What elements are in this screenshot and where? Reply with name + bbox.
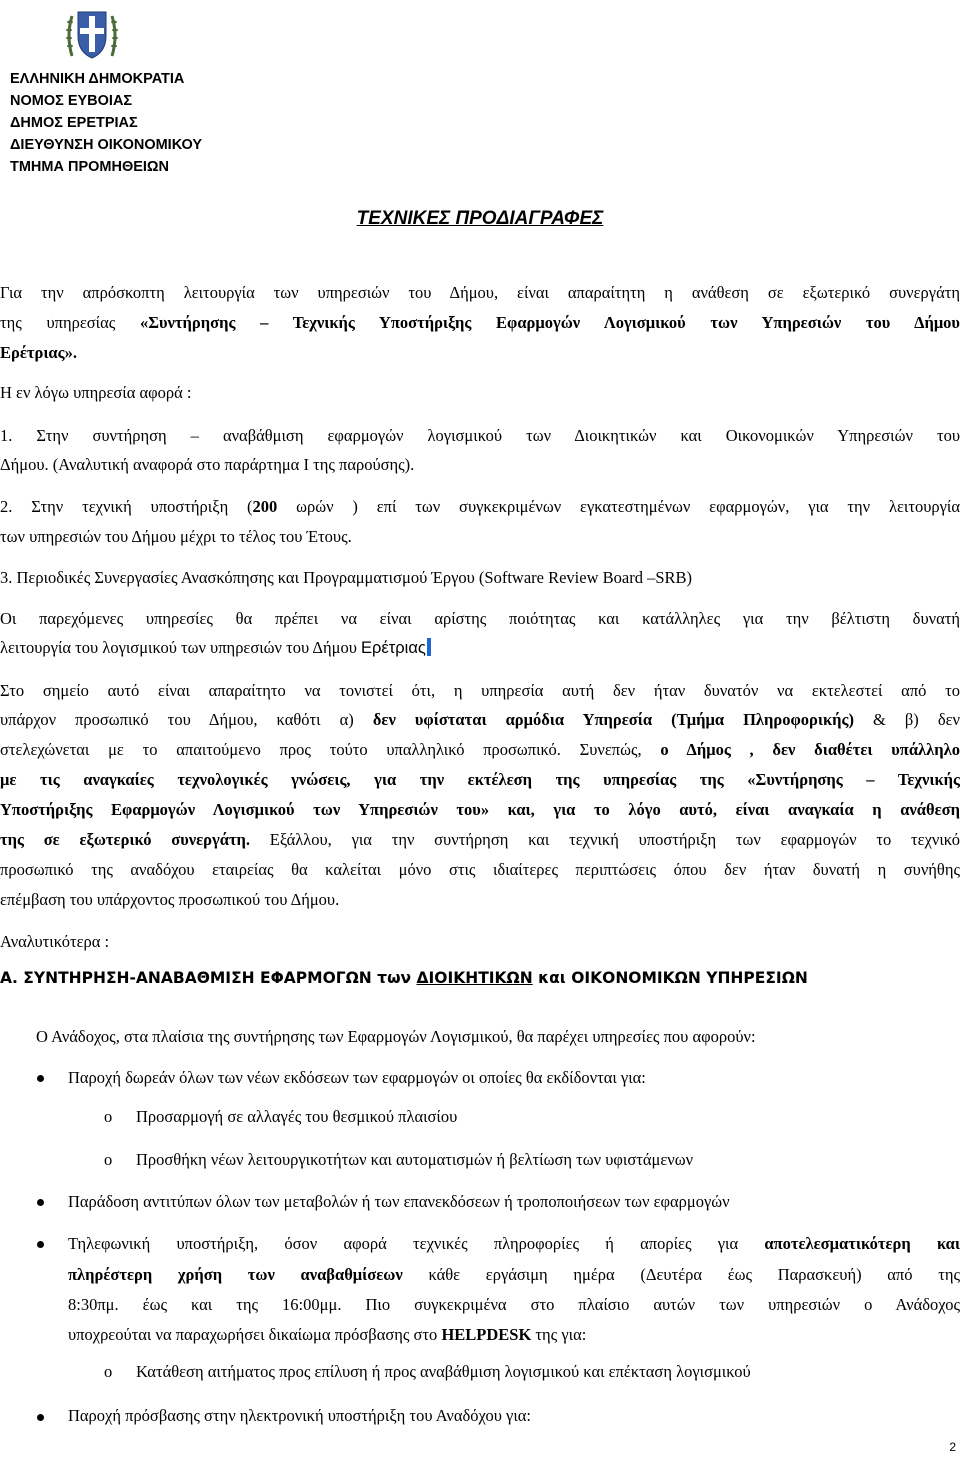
helpdesk-text-b: της για:	[531, 1325, 587, 1344]
bullet-icon	[37, 1075, 44, 1082]
header-line-department: ΤΜΗΜΑ ΠΡΟΜΗΘΕΙΩΝ	[10, 159, 170, 175]
page-number: 2	[949, 1440, 956, 1454]
bullet-phone-support-line-3: 8:30πμ. έως και της 16:00μμ. Πιο συγκεκριμένα στο πλαίσιο αυτών των υπηρεσιών ο Ανάδοχος	[68, 1295, 960, 1314]
municipality-name: Ερέτριας	[361, 639, 426, 657]
sub-bullet-icon: o	[104, 1107, 113, 1126]
document-title: ΤΕΧΝΙΚΕΣ ΠΡΟΔΙΑΓΡΑΦΕΣ	[356, 208, 604, 229]
item-2-line-1	[0, 497, 960, 517]
bullet-phone-support-line-1	[68, 1234, 960, 1254]
sub-bullet-icon: o	[104, 1362, 113, 1381]
bullet-copies: Παράδοση αντιτύπων όλων των μεταβολών ή των επανεκδόσεων ή τροποποιήσεων των εφαρμογών	[68, 1192, 730, 1211]
bullet-new-versions: Παροχή δωρεάν όλων των νέων εκδόσεων των εφαρμογών οι οποίες θα εκδίδονται για:	[68, 1068, 646, 1087]
item-1-line-2: Δήμου. (Αναλυτική αναφορά στο παράρτημα Ι της παρούσης).	[0, 455, 415, 474]
intro-line-1: Για την απρόσκοπτη λειτουργία των υπηρεσιών του Δήμου, είναι απαραίτητη η ανάθεση σε εξωτερικό συνεργάτη	[0, 283, 960, 302]
service-name: «Συντήρησης – Τεχνικής Υποστήριξης Εφαρμογών Λογισμικού των Υπηρεσιών του Δήμου	[139, 313, 960, 332]
phone-support-text: Τηλεφωνική υποστήριξη, όσον αφορά τεχνικές πληροφορίες ή απορίες για	[68, 1234, 765, 1253]
support-hours: 200	[252, 497, 278, 516]
sub-bullet-new-features: Προσθήκη νέων λειτουργικοτήτων και αυτοματισμών ή βελτίωση των υφιστάμενων	[136, 1150, 694, 1169]
service-scope-label: Η εν λόγω υπηρεσία αφορά :	[0, 383, 192, 402]
section-a-suffix: και ΟΙΚΟΝΟΜΙΚΩΝ ΥΠΗΡΕΣΙΩΝ	[532, 969, 808, 987]
necessity-line-7: προσωπικό της αναδόχου εταιρείας θα καλείται μόνο στις ιδιαίτερες περιπτώσεις όπου δεν ήταν δυνατή η συνήθης	[0, 860, 960, 879]
helpdesk-label: HELPDESK	[441, 1325, 532, 1344]
necessity-line-8: επέμβαση του υπάρχοντος προσωπικού του Δήμου.	[0, 890, 340, 909]
phone-support-emphasis-b: πληρέστερη χρήση των αναβαθμίσεων	[68, 1265, 403, 1284]
bullet-phone-support-line-4	[68, 1325, 960, 1345]
item-2-text-rest: ωρών ) επί των συγκεκριμένων εγκατεστημένων εφαρμογών, για την λειτουργία	[277, 497, 960, 516]
necessity-line-1: Στο σημείο αυτό είναι απαραίτητο να τονιστεί ότι, η υπηρεσία αυτή δεν ήταν δυνατόν να εκτελεστεί από το	[0, 681, 960, 700]
header-line-country: ΕΛΛΗΝΙΚΗ ΔΗΜΟΚΡΑΤΙΑ	[10, 71, 185, 87]
bullet-icon	[37, 1414, 44, 1421]
phone-support-emphasis: αποτελεσματικότερη και	[764, 1234, 960, 1253]
sub-bullet-icon: o	[104, 1150, 113, 1169]
item-2-text: 2. Στην τεχνική υποστήριξη (	[0, 497, 253, 516]
necessity-text-d: Εξάλλου, για την συντήρηση και τεχνική υποστήριξη των εφαρμογών το τεχνικό	[250, 830, 960, 849]
necessity-text: υπάρχον προσωπικό του Δήμου, καθότι α)	[0, 710, 373, 729]
bullet-phone-support-line-2	[68, 1265, 960, 1285]
bullet-electronic-support: Παροχή πρόσβασης στην ηλεκτρονική υποστήριξη του Αναδόχου για:	[68, 1406, 531, 1425]
section-a-prefix: Α. ΣΥΝΤΗΡΗΣΗ-ΑΝΑΒΑΘΜΙΣΗ ΕΦΑΡΜΟΓΩΝ των	[0, 969, 417, 987]
contractor-intro: Ο Ανάδοχος, στα πλαίσια της συντήρησης των Εφαρμογών Λογισμικού, θα παρέχει υπηρεσίες που αφορούν:	[36, 1027, 756, 1046]
necessity-line-6	[0, 830, 960, 850]
quality-line-1: Οι παρεχόμενες υπηρεσίες θα πρέπει να είναι αρίστης ποιότητας και κατάλληλες για την βέλτιστη δυνατή	[0, 609, 960, 628]
sub-bullet-request-submission: Κατάθεση αιτήματος προς επίλυση ή προς αναβάθμιση λογισμικού και επέκταση λογισμικού	[136, 1362, 751, 1381]
intro-line-3: Ερέτριας».	[0, 343, 77, 362]
sub-bullet-legal-framework: Προσαρμογή σε αλλαγές του θεσμικού πλαισίου	[136, 1107, 458, 1126]
section-a-heading	[0, 969, 808, 987]
bullet-icon	[37, 1199, 44, 1206]
intro-text: της υπηρεσίας	[0, 313, 140, 332]
necessity-text-b: & β) δεν	[853, 710, 960, 729]
necessity-line-2	[0, 710, 960, 730]
header-line-prefecture: ΝΟΜΟΣ ΕΥΒΟΙΑΣ	[10, 93, 133, 109]
greek-coat-of-arms-icon	[66, 6, 118, 64]
quality-line-2	[0, 638, 960, 658]
item-1-line-1: 1. Στην συντήρηση – αναβάθμιση εφαρμογών λογισμικού των Διοικητικών και Οικονομικών Υπηρεσιών του	[0, 426, 960, 445]
no-employee-text: ο Δήμος , δεν διαθέτει υπάλληλο	[660, 740, 960, 759]
intro-line-2	[0, 313, 960, 333]
header-line-directorate: ΔΙΕΥΘΥΝΣΗ ΟΙΚΟΝΟΜΙΚΟΥ	[10, 137, 203, 153]
detail-label: Αναλυτικότερα :	[0, 932, 110, 951]
necessity-line-5: Υποστήριξης Εφαρμογών Λογισμικού των Υπηρεσιών του» και, για το λόγο αυτό, είναι αναγκαία η ανάθεση	[0, 800, 960, 819]
external-contractor-text: της σε εξωτερικό συνεργάτη.	[0, 830, 251, 849]
section-a-underlined: ΔΙΟΙΚΗΤΙΚΩΝ	[416, 969, 533, 987]
quality-text: λειτουργία του λογισμικού των υπηρεσιών του Δήμου	[0, 638, 362, 657]
helpdesk-text: υποχρεούται να παραχωρήσει δικαίωμα πρόσβασης στο	[68, 1325, 442, 1344]
no-it-department: δεν υφίσταται αρμόδια Υπηρεσία (Τμήμα Πληροφορικής)	[372, 710, 854, 729]
necessity-line-3	[0, 740, 960, 760]
necessity-line-4: με τις αναγκαίες τεχνολογικές γνώσεις, για την εκτέλεση της υπηρεσίας της «Συντήρησης – Τεχνικής	[0, 770, 960, 789]
text-cursor	[427, 638, 431, 656]
item-3: 3. Περιοδικές Συνεργασίες Ανασκόπησης και Προγραμματισμού Έργου (Software Review Board –SRB)	[0, 568, 693, 587]
phone-support-hours: κάθε εργάσιμη ημέρα (Δευτέρα έως Παρασκευή) από της	[402, 1265, 960, 1284]
bullet-icon	[37, 1241, 44, 1248]
header-line-municipality: ΔΗΜΟΣ ΕΡΕΤΡΙΑΣ	[10, 115, 138, 131]
necessity-text-c: στελεχώνεται με το απαιτούμενο προς τούτο υπαλληλικό προσωπικό. Συνεπώς,	[0, 740, 661, 759]
item-2-line-2: των υπηρεσιών του Δήμου μέχρι το τέλος του Έτους.	[0, 527, 352, 546]
